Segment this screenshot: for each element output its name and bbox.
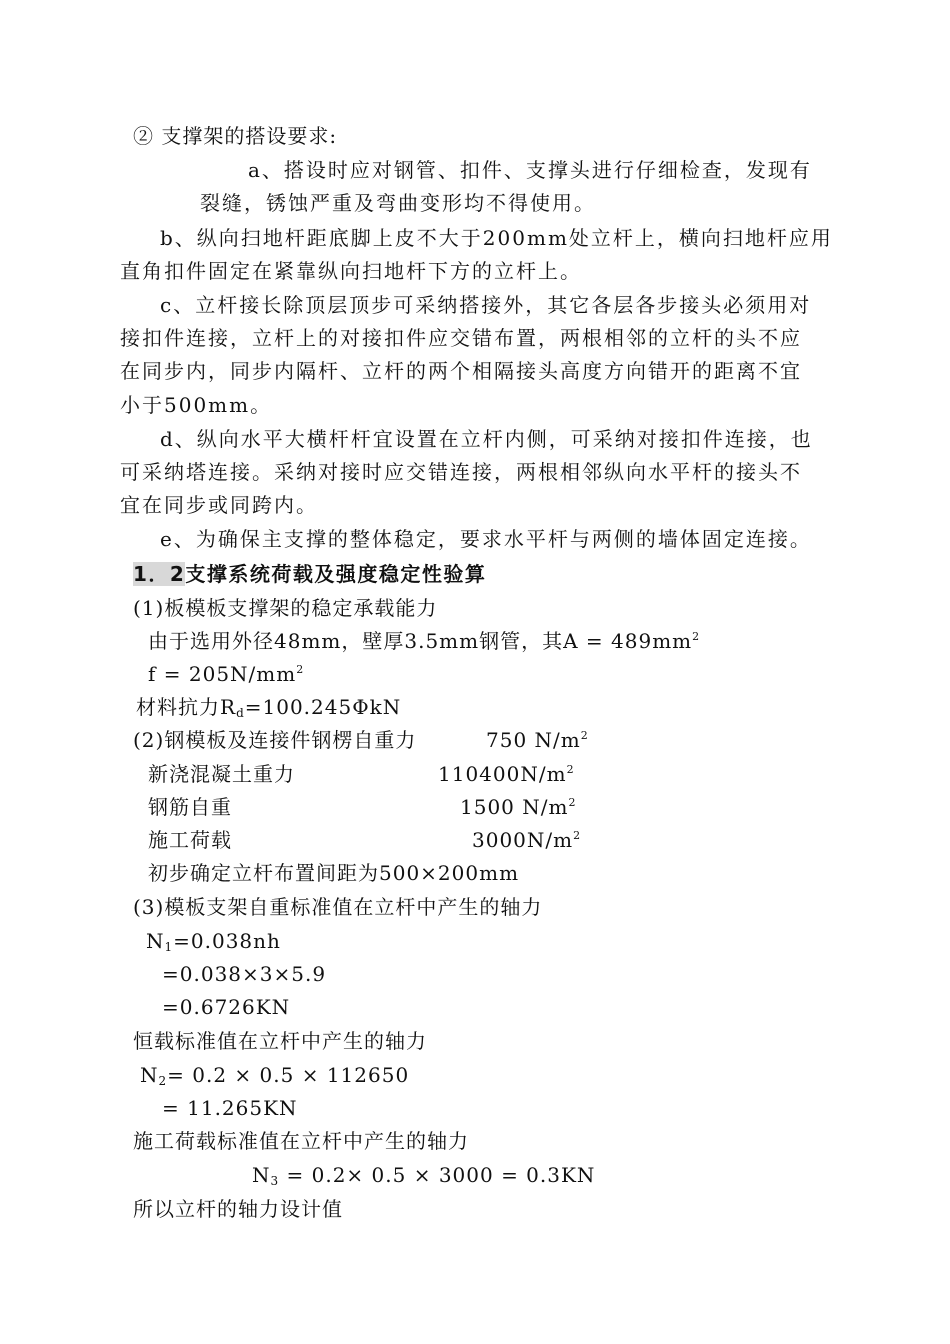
calc-p2-construction-value: $3000N/m^2$	[472, 828, 582, 852]
req-d-line-1: d、纵向水平大横杆杆宜设置在立杆内侧，可采纳对接扣件连接，也	[160, 427, 813, 451]
calc-n1-step-3: =0.6726KN	[162, 995, 291, 1019]
calc-p2-concrete-value: $110400N/m^2$	[438, 762, 575, 786]
req-c-line-1: c、立杆接长除顶层顶步可采纳搭接外，其它各层各步接头必须用对	[160, 293, 812, 317]
calc-n1-step-2: =0.038×3×5.9	[162, 962, 327, 986]
calc-p2-title: (2)钢模板及连接件钢楞自重力	[133, 728, 417, 752]
calc-p1-pipe-spec: 由于选用外径48mm，壁厚3.5mm钢管，其$A = 489mm^2$	[148, 629, 701, 653]
req-c-line-2: 接扣件连接，立杆上的对接扣件应交错布置，两根相邻的立杆的头不应	[120, 326, 802, 350]
req-d-line-3: 宜在同步或同跨内。	[120, 493, 318, 517]
req-a-line-2: 裂缝，锈蚀严重及弯曲变形均不得使用。	[200, 191, 596, 215]
calc-p2-construction: 施工荷载	[148, 828, 232, 852]
calc-n1-formula: $N_1=0.038nh$	[146, 929, 281, 954]
req-b-line-1: b、纵向扫地杆距底脚上皮不大于200mm处立杆上，横向扫地杆应用	[160, 226, 833, 250]
req-c-line-3: 在同步内，同步内隔杆、立杆的两个相隔接头高度方向错开的距离不宜	[120, 359, 802, 383]
calc-n3-formula: $N_3 = 0.2\times 0.5 \times 3000 = 0.3KN$	[252, 1163, 596, 1188]
calc-n2-step-2: = 11.265KN	[162, 1096, 298, 1120]
calc-n2-formula: $N_2= 0.2 \times 0.5 \times 112650$	[140, 1063, 410, 1088]
calc-p2-title-value: 750 $N/m^2$	[486, 728, 589, 752]
calc-dead-load-title: 恒载标准值在立杆中产生的轴力	[133, 1029, 427, 1053]
req-c-line-4: 小于500mm。	[120, 393, 273, 417]
req-b-line-2: 直角扣件固定在紧靠纵向扫地杆下方的立杆上。	[120, 259, 582, 283]
calc-design-value-title: 所以立杆的轴力设计值	[133, 1197, 343, 1221]
calc-p1-title: (1)板模板支撑架的稳定承载能力	[133, 596, 438, 620]
calc-p2-spacing: 初步确定立杆布置间距为500×200mm	[148, 861, 520, 885]
req-d-line-2: 可采纳塔连接。采纳对接时应交错连接，两根相邻纵向水平杆的接头不	[120, 460, 802, 484]
calc-p2-concrete: 新浇混凝土重力	[148, 762, 295, 786]
calc-p1-resistance: 材料抗力$R_d=100.245\Phi kN$	[136, 695, 402, 720]
calc-p2-rebar: 钢筋自重	[148, 795, 232, 819]
section-title: 支撑系统荷载及强度稳定性验算	[185, 562, 487, 586]
req-e-line-1: e、为确保主支撑的整体稳定，要求水平杆与两侧的墙体固定连接。	[160, 527, 812, 551]
calc-p1-f: $f = 205N/mm^2$	[148, 662, 305, 686]
calc-p3-title: (3)模板支架自重标准值在立杆中产生的轴力	[133, 895, 543, 919]
calc-p2-rebar-value: 1500 $N/m^2$	[460, 795, 577, 819]
section-number: 1．2	[133, 562, 186, 586]
req-a-line-1: a、搭设时应对钢管、扣件、支撑头进行仔细检查，发现有	[248, 158, 812, 182]
section-heading	[133, 560, 486, 588]
support-requirements-heading: ② 支撑架的搭设要求:	[133, 124, 338, 148]
calc-live-load-title: 施工荷载标准值在立杆中产生的轴力	[133, 1129, 469, 1153]
